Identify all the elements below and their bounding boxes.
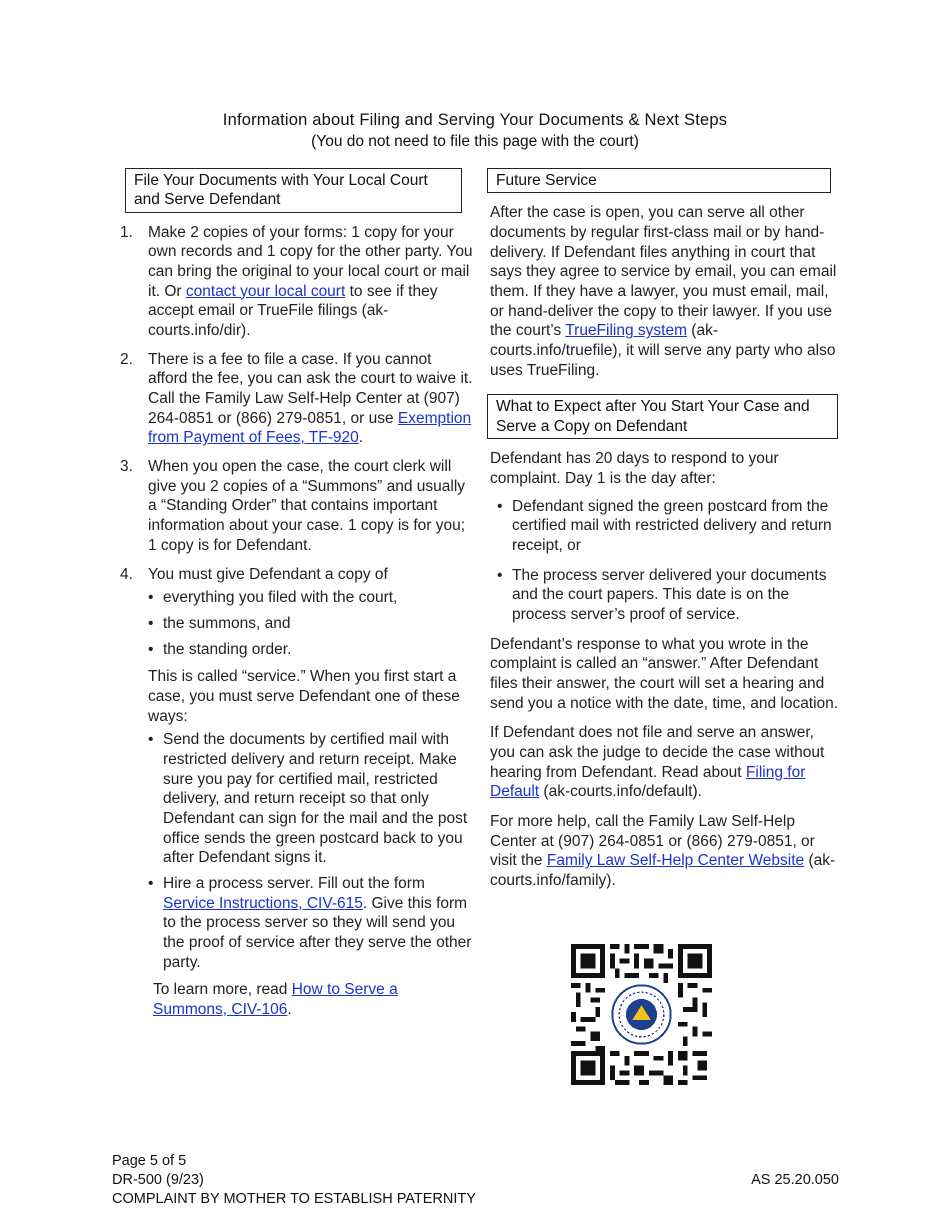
- self-help-center-link[interactable]: Family Law Self-Help Center Website: [546, 852, 805, 870]
- step-text: When you open the case, the court clerk will give you 2 copies of a “Summons” and usually a “Standing Order” that contains important information about your case. 1 copy is for you; 1 copy is for Defendant.: [148, 458, 466, 554]
- file-documents-box: File Your Documents with Your Local Court and Serve Defendant: [125, 168, 462, 213]
- form-number: DR-500 (9/23): [112, 1171, 204, 1188]
- list-item: • Defendant signed the green postcard from the certified mail with restricted delivery and return receipt, or: [497, 497, 832, 554]
- learn-more: To learn more, read How to Serve a Summons, CIV-106.: [153, 981, 398, 1018]
- bullet-icon: •: [148, 731, 154, 749]
- answer-text: Defendant’s response to what you wrote in the complaint is called an “answer.” After Defendant files their answer, the court will set a hearing and send you a notice with the date, time, and location.: [490, 635, 839, 712]
- list-item: • everything you filed with the court,: [148, 589, 398, 607]
- step-number: 2.: [120, 350, 133, 368]
- list-item: • Hire a process server. Fill out the form Service Instructions, CIV-615. Give this form to the process server so they will send you the proof of service after they serve the other party.: [148, 874, 472, 971]
- list-item: • Send the documents by certified mail with restricted delivery and return receipt. Make sure you pay for certified mail, restricted delivery, and return receipt so that only Defendant can sign for the mail and the post office sends the green postcard back to you after Defendant signs it.: [148, 731, 468, 867]
- step-text: .: [358, 429, 364, 447]
- page-header: [0, 110, 950, 152]
- copy-items-list: [148, 588, 473, 659]
- qr-code-icon[interactable]: [571, 944, 712, 1085]
- step-number: 3.: [120, 458, 133, 476]
- right-column: [487, 168, 842, 891]
- bullet-icon: •: [148, 640, 154, 658]
- step-text: There is a fee to file a case. If you cannot afford the fee, you can ask the court to waive it. Call the Family Law Self-Help Center at (907) 264-0851 or (866) 279-0851, or use: [148, 350, 473, 427]
- bullet-icon: •: [148, 614, 154, 632]
- step-text: to see if they accept email or TrueFile filings (ak-courts.info/dir).: [148, 282, 438, 340]
- left-column: [118, 168, 473, 1029]
- service-explanation: This is called “service.” When you first start a case, you must serve Defendant one of these ways:: [148, 668, 460, 725]
- list-item: • the summons, and: [148, 614, 291, 632]
- what-to-expect-box: What to Expect after You Start Your Case and Serve a Copy on Defendant: [487, 394, 838, 439]
- respond-bullets: [497, 497, 842, 625]
- bullet-icon: •: [497, 497, 503, 515]
- list-item: • the standing order.: [148, 640, 292, 658]
- step-text: Make 2 copies of your forms: 1 copy for your own records and 1 copy for the other party. You can bring the original to your local court or mail it. Or: [148, 223, 473, 300]
- truefiling-link[interactable]: TrueFiling system: [565, 322, 687, 340]
- page-subtitle: (You do not need to file this page with the court): [311, 132, 639, 150]
- fee-exemption-link[interactable]: Exemption from Payment of Fees, TF-920: [148, 409, 472, 447]
- page-title: Information about Filing and Serving Your Documents & Next Steps: [222, 111, 728, 129]
- bullet-icon: •: [497, 566, 503, 584]
- help-text: For more help, call the Family Law Self-Help Center at (907) 264-0851 or (866) 279-0851, or visit the Family Law Self-Help Center Website (ak-courts.info/family).: [490, 812, 836, 889]
- page-number: Page 5 of 5: [112, 1153, 187, 1169]
- service-ways-list: [148, 730, 473, 972]
- step-number: 4.: [120, 565, 133, 583]
- step-4: [118, 565, 473, 1020]
- how-to-serve-link[interactable]: How to Serve a Summons, CIV-106: [153, 981, 398, 1018]
- step-3: [118, 457, 473, 555]
- filing-for-default-link[interactable]: Filing for Default: [490, 763, 806, 801]
- bullet-icon: •: [148, 589, 154, 607]
- respond-text: Defendant has 20 days to respond to your complaint. Day 1 is the day after:: [490, 450, 779, 487]
- future-service-box: Future Service: [487, 168, 831, 193]
- default-text: If Defendant does not file and serve an answer, you can ask the judge to decide the case without hearing from Defendant. Read about Filing for Default (ak-courts.info/default).: [490, 724, 825, 801]
- page-footer: [112, 1152, 839, 1209]
- statute-reference: AS 25.20.050: [751, 1172, 839, 1188]
- contact-local-court-link[interactable]: contact your local court: [185, 282, 346, 300]
- step-text: You must give Defendant a copy of: [148, 565, 388, 583]
- bullet-icon: •: [148, 874, 154, 892]
- step-number: 1.: [120, 223, 133, 241]
- future-service-text: After the case is open, you can serve all other documents by regular first-class mail or by hand-delivery. If Defendant files anything in court that says they agree to service by email, you can email them. If they have a lawyer, you must email, mail, or hand-deliver the copy to their lawyer. If you use the court’s TrueFiling system (ak-courts.info/truefile), it will serve any party who also uses TrueFiling.: [490, 204, 837, 379]
- steps-list: [118, 223, 473, 1020]
- step-2: [118, 350, 473, 448]
- step-1: [118, 223, 473, 341]
- form-title: COMPLAINT BY MOTHER TO ESTABLISH PATERNITY: [112, 1190, 476, 1207]
- list-item: • The process server delivered your documents and the court papers. This date is on the process server’s proof of service.: [497, 566, 827, 623]
- service-instructions-link[interactable]: Service Instructions, CIV-615: [163, 894, 363, 912]
